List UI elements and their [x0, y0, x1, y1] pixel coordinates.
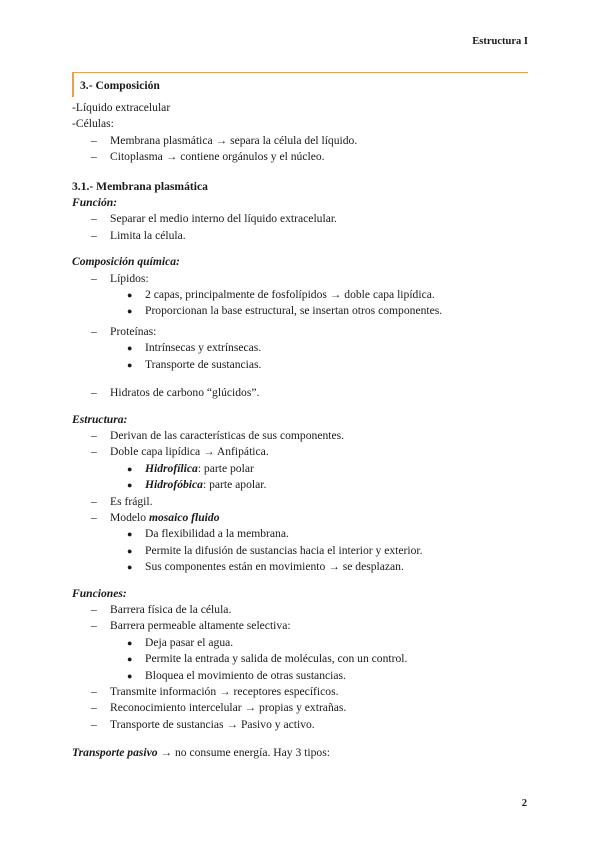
list-item: – Transporte de sustancias → Pasivo y activo.	[72, 717, 528, 733]
subheading-funcion: Función:	[72, 196, 118, 210]
list-item: – Limita la célula.	[72, 228, 528, 244]
bullet-marker: ●	[127, 654, 133, 665]
list-item: – Barrera permeable altamente selectiva:	[72, 618, 528, 634]
dash-marker: –	[91, 271, 97, 285]
intro-line: -Células:	[72, 117, 114, 131]
list-item: – Derivan de las características de sus componentes.	[72, 428, 528, 444]
dash-marker: –	[91, 150, 97, 164]
bullet-item: ● Bloquea el movimiento de otras sustancias.	[72, 668, 528, 684]
dash-marker: –	[91, 619, 97, 633]
dash-marker: –	[91, 133, 97, 147]
bullet-item: ● Hidrofóbica: parte apolar.	[72, 477, 528, 493]
dash-marker: –	[91, 324, 97, 338]
dash-marker: –	[91, 386, 97, 400]
bullet-item: ● 2 capas, principalmente de fosfolípidos → doble capa lipídica.	[72, 287, 528, 303]
section-heading-composicion: 3.- Composición	[72, 72, 528, 97]
bullet-marker: ●	[127, 670, 133, 681]
bullet-item: ● Permite la entrada y salida de moléculas, con un control.	[72, 651, 528, 667]
section-heading-membrana: 3.1.- Membrana plasmática	[72, 179, 208, 193]
list-item: – Reconocimiento intercelular → propias y extrañas.	[72, 700, 528, 716]
dash-marker: –	[91, 494, 97, 508]
dash-marker: –	[91, 212, 97, 226]
dash-marker: –	[91, 445, 97, 459]
bullet-marker: ●	[127, 343, 133, 354]
list-item: – Barrera física de la célula.	[72, 602, 528, 618]
bullet-item: ● Transporte de sustancias.	[72, 357, 528, 373]
list-item: – Hidratos de carbono “glúcidos”.	[72, 385, 528, 401]
dash-marker: –	[91, 717, 97, 731]
dash-marker: –	[91, 701, 97, 715]
bullet-item: ● Intrínsecas y extrínsecas.	[72, 340, 528, 356]
bullet-marker: ●	[127, 306, 133, 317]
dash-marker: –	[91, 602, 97, 616]
bullet-item: ● Da flexibilidad a la membrana.	[72, 526, 528, 542]
list-item: – Modelo mosaico fluido	[72, 510, 528, 526]
dash-marker: –	[91, 428, 97, 442]
bullet-item: ● Proporcionan la base estructural, se insertan otros componentes.	[72, 303, 528, 319]
dash-marker: –	[91, 510, 97, 524]
bullet-marker: ●	[127, 562, 133, 573]
list-item: – Separar el medio interno del líquido extracelular.	[72, 211, 528, 227]
list-item: – Transmite información → receptores específicos.	[72, 684, 528, 700]
dash-marker: –	[91, 685, 97, 698]
list-item: – Proteínas:	[72, 324, 528, 340]
list-item: – Citoplasma → contiene orgánulos y el núcleo.	[72, 149, 528, 165]
bullet-item: ● Deja pasar el agua.	[72, 635, 528, 651]
list-item: – Lípidos:	[72, 271, 528, 287]
bullet-marker: ●	[127, 290, 133, 301]
bullet-marker: ●	[127, 480, 133, 491]
bullet-item: ● Sus componentes están en movimiento → se desplazan.	[72, 559, 528, 575]
subheading-funciones: Funciones:	[72, 586, 127, 600]
bullet-marker: ●	[127, 463, 133, 474]
bullet-marker: ●	[127, 545, 133, 556]
running-header: Estructura I	[472, 36, 528, 47]
bullet-item: ● Hidrofílica: parte polar	[72, 461, 528, 477]
list-item: – Doble capa lipídica → Anfipática.	[72, 444, 528, 460]
subheading-composicion: Composición química:	[72, 255, 180, 269]
bullet-marker: ●	[127, 637, 133, 648]
page-content	[72, 72, 528, 762]
subheading-estructura: Estructura:	[72, 412, 128, 426]
intro-line: -Líquido extracelular	[72, 101, 171, 114]
list-item: – Es frágil.	[72, 494, 528, 510]
dash-marker: –	[91, 228, 97, 242]
bullet-item: ● Permite la difusión de sustancias hacia el interior y exterior.	[72, 543, 528, 559]
transporte-pasivo-line: Transporte pasivo → no consume energía. Hay 3 tipos:	[72, 746, 330, 760]
list-item: – Membrana plasmática → separa la célula del líquido.	[72, 133, 528, 149]
page-number: 2	[521, 798, 527, 809]
bullet-marker: ●	[127, 529, 133, 540]
bullet-marker: ●	[127, 359, 133, 370]
